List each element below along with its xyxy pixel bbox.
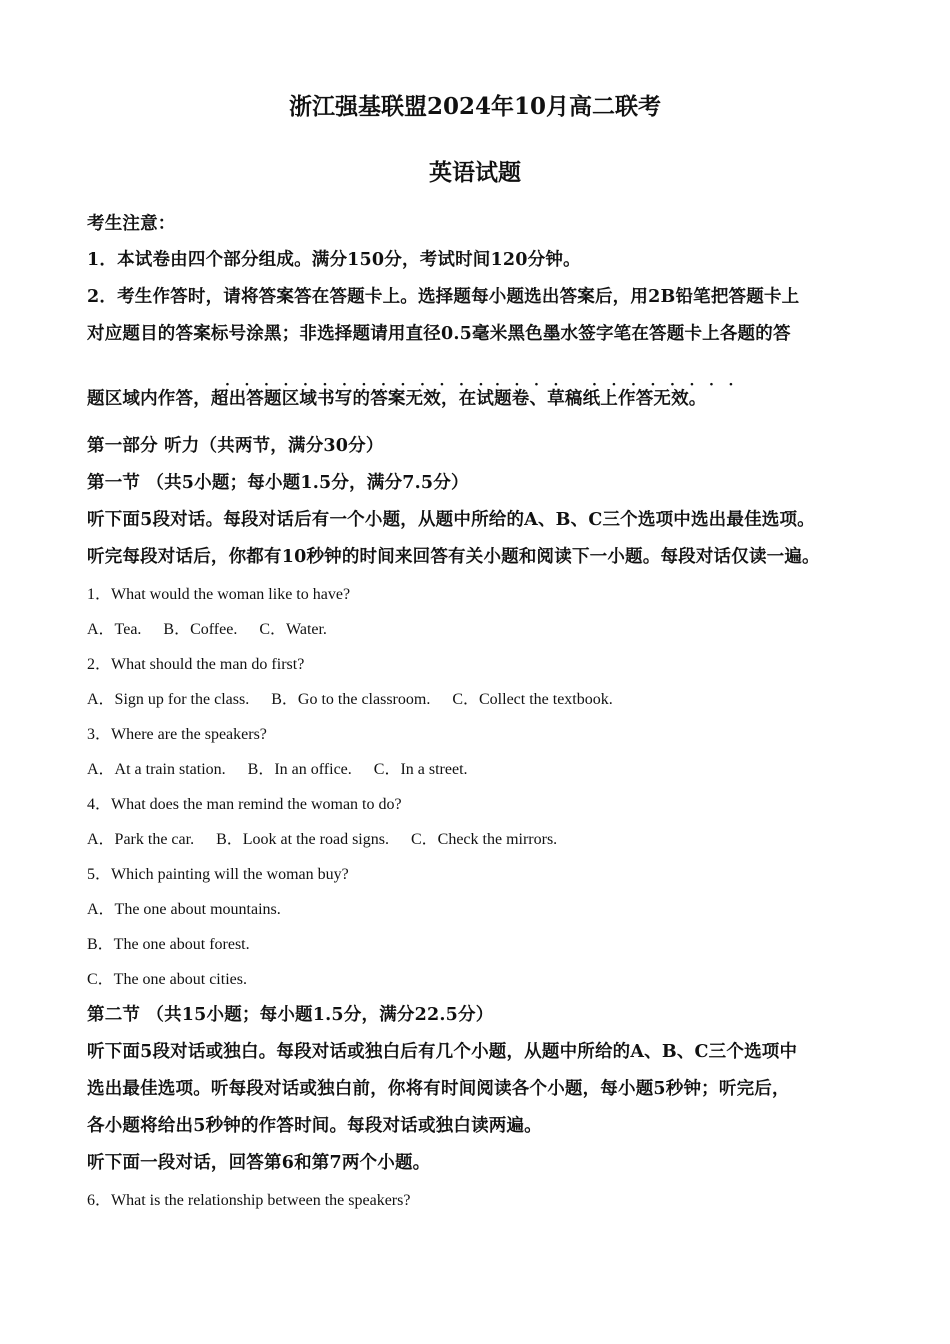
exam-subtitle: 英语试题 bbox=[429, 159, 521, 186]
emphasis-dots: · · · · bbox=[495, 377, 559, 393]
exam-title: 浙江强基联盟2024年10月高二联考 bbox=[288, 93, 662, 120]
question-6-stem: 6．What is the relationship between the speakers? bbox=[87, 1192, 411, 1209]
section2-instruction-line-1: 听下面5段对话或独白。每段对话或独白后有几个小题，从题中所给的A、B、C三个选项中 bbox=[87, 1042, 798, 1062]
option-b: B．Go to the classroom. bbox=[271, 691, 431, 708]
section1-heading: 第一节 （共5小题；每小题1.5分，满分7.5分） bbox=[87, 473, 469, 493]
question-3-stem: 3．Where are the speakers? bbox=[87, 726, 267, 743]
part1-heading: 第一部分 听力（共两节，满分30分） bbox=[87, 436, 384, 456]
question-2-stem: 2．What should the man do first? bbox=[87, 656, 305, 673]
option-a: A．Tea. bbox=[87, 621, 142, 638]
question-4-stem: 4．What does the man remind the woman to do? bbox=[87, 796, 402, 813]
question-5-option-b: B．The one about forest. bbox=[87, 936, 250, 953]
option-c: C．Collect the textbook. bbox=[452, 691, 613, 708]
question-3-options bbox=[87, 756, 486, 779]
option-b: B．In an office. bbox=[247, 761, 352, 778]
question-1-options bbox=[87, 616, 345, 639]
notice-item-1: 1．本试卷由四个部分组成。满分150分，考试时间120分钟。 bbox=[87, 250, 581, 270]
section1-instruction-line-1: 听下面5段对话。每段对话后有一个小题，从题中所给的A、B、C三个选项中选出最佳选项。 bbox=[87, 510, 815, 530]
notice-item-2-line-2: 对应题目的答案标号涂黑；非选择题请用直径0.5毫米黑色墨水签字笔在答题卡上各题的答 bbox=[87, 324, 791, 344]
question-5-option-c: C．The one about cities. bbox=[87, 971, 247, 988]
emphasis-dots: · · · · · · · · bbox=[592, 377, 734, 393]
option-b: B．Coffee. bbox=[163, 621, 238, 638]
notice-item-2-line-3: 题区域内作答，超出答题区域书写的答案无效，在试题卷、草稿纸上作答无效。 bbox=[87, 389, 707, 409]
question-2-options bbox=[87, 686, 631, 709]
question-5-stem: 5．Which painting will the woman buy? bbox=[87, 866, 349, 883]
notice-heading: 考生注意： bbox=[87, 214, 176, 234]
section2-heading: 第二节 （共15小题；每小题1.5分，满分22.5分） bbox=[87, 1005, 494, 1025]
section2-instruction-line-3: 各小题将给出5秒钟的作答时间。每段对话或独白读两遍。 bbox=[87, 1116, 542, 1136]
emphasis-dots: · · · · · · · · · · · · · · bbox=[225, 377, 484, 393]
section2-instruction-line-2: 选出最佳选项。听每段对话或独白前，你将有时间阅读各个小题，每小题5秒钟；听完后， bbox=[87, 1079, 790, 1099]
option-a: A．At a train station. bbox=[87, 761, 226, 778]
option-c: C．Water. bbox=[259, 621, 327, 638]
option-c: C．In a street. bbox=[373, 761, 468, 778]
option-c: C．Check the mirrors. bbox=[410, 831, 558, 848]
option-a: A．Sign up for the class. bbox=[87, 691, 250, 708]
question-1-stem: 1．What would the woman like to have? bbox=[87, 586, 351, 603]
notice-item-2-line-1: 2．考生作答时，请将答案答在答题卡上。选择题每小题选出答案后，用2B铅笔把答题卡上 bbox=[87, 287, 800, 307]
option-b: B．Look at the road signs. bbox=[216, 831, 389, 848]
question-5-option-a: A．The one about mountains. bbox=[87, 901, 281, 918]
section2-sub-instruction: 听下面一段对话，回答第6和第7两个小题。 bbox=[87, 1153, 431, 1173]
question-4-options bbox=[87, 826, 575, 849]
section1-instruction-line-2: 听完每段对话后，你都有10秒钟的时间来回答有关小题和阅读下一小题。每段对话仅读一遍。 bbox=[87, 547, 820, 567]
option-a: A．Park the car. bbox=[87, 831, 195, 848]
